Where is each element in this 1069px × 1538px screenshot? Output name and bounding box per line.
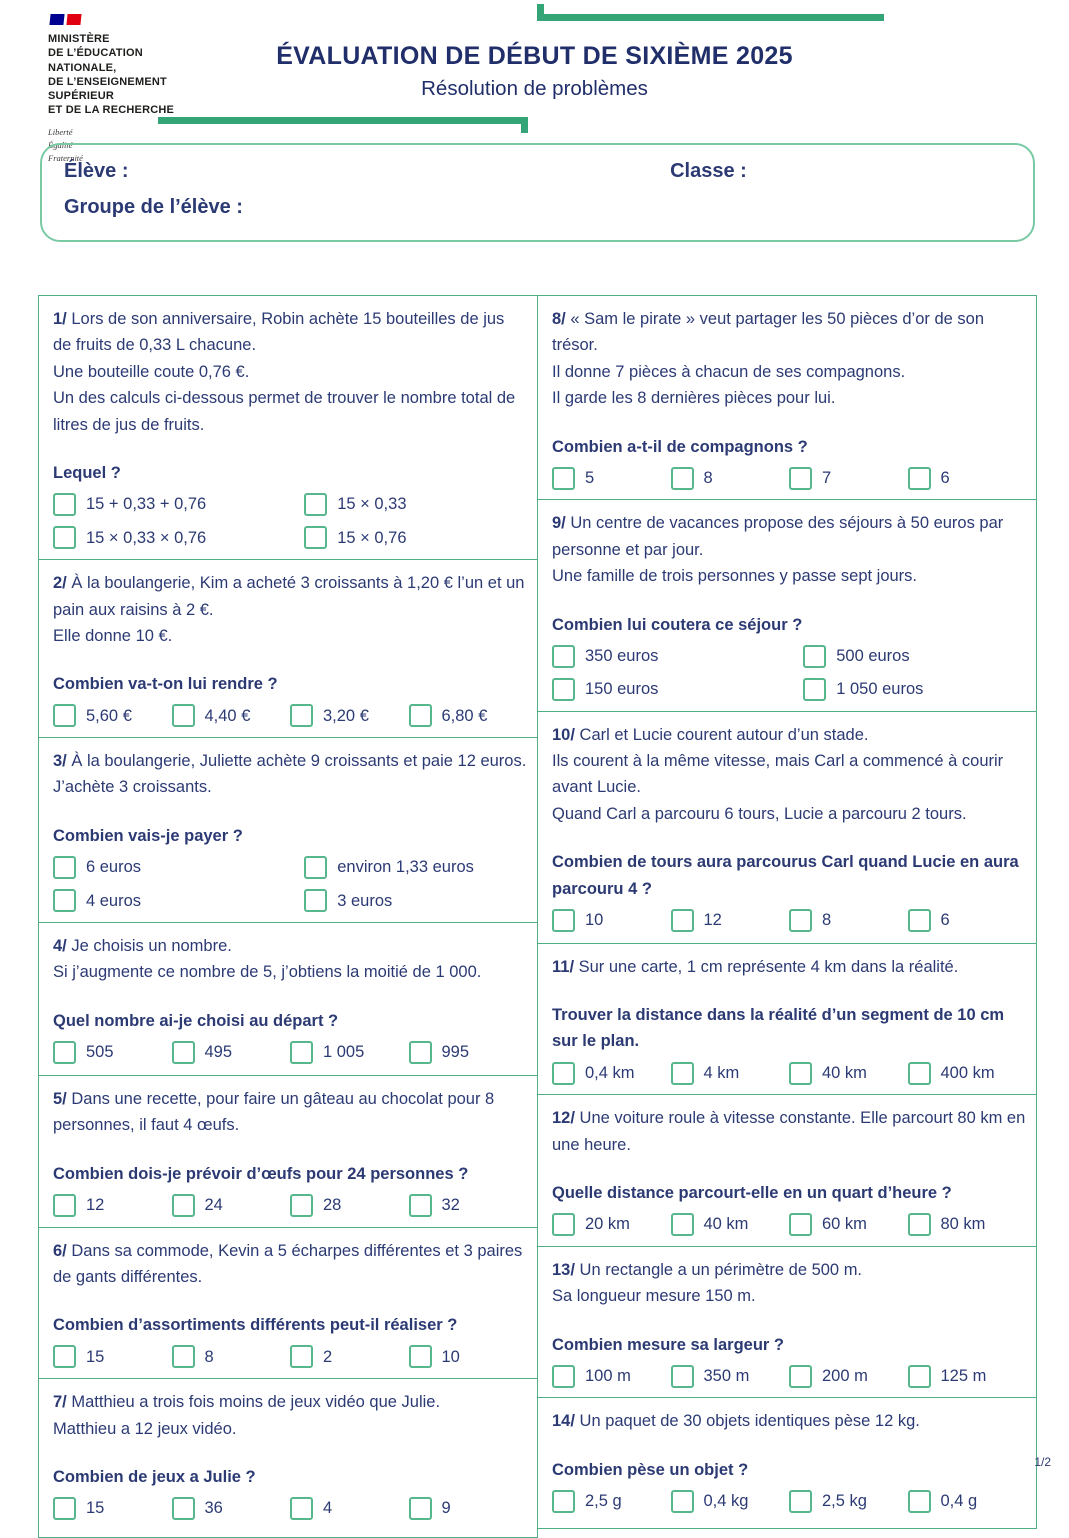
answer-option[interactable] — [671, 1211, 790, 1237]
eleve-label: Élève : — [64, 160, 129, 182]
checkbox[interactable] — [290, 704, 313, 727]
question-number: 12/ — [552, 1109, 575, 1128]
checkbox[interactable] — [803, 645, 826, 668]
checkbox[interactable] — [172, 1497, 195, 1520]
question-text: Elle donne 10 €. — [53, 626, 173, 645]
answer-option[interactable] — [409, 1495, 528, 1521]
option-label: 60 km — [822, 1215, 867, 1234]
question-number: 9/ — [552, 514, 566, 533]
option-label: 8 — [822, 911, 832, 930]
checkbox[interactable] — [172, 1194, 195, 1217]
question-body — [53, 306, 527, 438]
question-text: Une famille de trois personnes y passe sept jours. — [552, 567, 918, 586]
checkbox[interactable] — [789, 909, 812, 932]
answer-option[interactable] — [552, 643, 803, 669]
answer-option[interactable] — [908, 1060, 1027, 1086]
question-prompt: Combien dois-je prévoir d’œufs pour 24 personnes ? — [53, 1164, 469, 1183]
answer-option[interactable] — [803, 676, 1026, 702]
checkbox[interactable] — [789, 1490, 812, 1513]
checkbox[interactable] — [552, 1365, 575, 1388]
option-label: 2,5 g — [585, 1492, 622, 1511]
answer-option[interactable] — [552, 1363, 671, 1389]
checkbox[interactable] — [671, 1213, 694, 1236]
option-label: 4 — [323, 1499, 333, 1518]
answer-option[interactable] — [409, 703, 528, 729]
checkbox[interactable] — [908, 909, 931, 932]
checkbox[interactable] — [908, 467, 931, 490]
question-body — [53, 1086, 527, 1139]
option-label: 1 050 euros — [836, 680, 924, 699]
answer-option[interactable] — [908, 465, 1027, 491]
question-number: 1/ — [53, 310, 67, 328]
question-number: 3/ — [53, 752, 67, 771]
option-label: 2,5 kg — [822, 1492, 867, 1511]
question-prompt: Combien a-t-il de compagnons ? — [552, 437, 808, 456]
answer-options — [53, 854, 527, 914]
answer-options — [552, 643, 1026, 703]
checkbox[interactable] — [908, 1490, 931, 1513]
question-6 — [38, 1227, 538, 1380]
question-prompt: Combien lui coutera ce séjour ? — [552, 615, 803, 634]
checkbox[interactable] — [789, 467, 812, 490]
question-text: 12/ Une voiture roule à vitesse constante. Elle parcourt 80 km en une heure. — [552, 1109, 1026, 1154]
option-label: 200 m — [822, 1366, 868, 1385]
answer-option[interactable] — [304, 888, 527, 914]
answer-option[interactable] — [290, 1495, 409, 1521]
answer-option[interactable] — [789, 1363, 908, 1389]
question-number: 4/ — [53, 937, 67, 956]
option-label: 4 km — [703, 1063, 740, 1082]
question-number: 2/ — [53, 574, 67, 593]
answer-options — [53, 1344, 527, 1370]
question-text: Un des calculs ci-dessous permet de trouver le nombre total de litres de jus de fruits. — [53, 389, 516, 434]
option-label: 5,60 € — [86, 706, 132, 725]
question-text: 11/ Sur une carte, 1 cm représente 4 km dans la réalité. — [552, 957, 959, 976]
right-column — [537, 295, 1037, 1529]
option-label: 15 — [86, 1347, 105, 1366]
answer-option[interactable] — [53, 854, 304, 880]
answer-options — [53, 1039, 527, 1065]
question-text: 2/ À la boulangerie, Kim a acheté 3 croissants à 1,20 € l’un et un pain aux raisins à 2 €. — [53, 574, 525, 619]
option-label: 4,40 € — [204, 706, 251, 725]
option-label: 15 × 0,76 — [337, 528, 407, 547]
answer-option[interactable] — [53, 491, 304, 517]
option-label: 32 — [441, 1196, 460, 1215]
answer-options — [552, 465, 1026, 491]
question-number: 8/ — [552, 310, 566, 328]
question-prompt: Lequel ? — [53, 463, 121, 482]
question-body — [53, 933, 527, 986]
ministry-line: ET DE LA RECHERCHE — [48, 104, 175, 117]
question-body — [552, 954, 1026, 980]
answer-option[interactable] — [409, 1192, 528, 1218]
option-label: 40 km — [822, 1063, 867, 1082]
question-text: 8/ « Sam le pirate » veut partager les 50 pièces d’or de son trésor. — [552, 310, 985, 355]
answer-option[interactable] — [908, 1211, 1027, 1237]
question-text: 9/ Un centre de vacances propose des séjours à 50 euros par personne et par jour. — [552, 514, 1004, 559]
option-label: 8 — [204, 1347, 214, 1366]
option-label: environ 1,33 euros — [337, 858, 474, 877]
question-text: 4/ Je choisis un nombre. — [53, 937, 232, 956]
question-prompt: Combien pèse un objet ? — [552, 1460, 749, 1479]
question-text: Ils courent à la même vitesse, mais Carl a commencé à courir avant Lucie. — [552, 752, 1004, 797]
answer-option[interactable] — [552, 676, 803, 702]
question-3 — [38, 737, 538, 923]
option-label: 100 m — [585, 1366, 631, 1385]
answer-option[interactable] — [552, 1060, 671, 1086]
answer-option[interactable] — [789, 465, 908, 491]
question-text: Une bouteille coute 0,76 €. — [53, 362, 250, 381]
answer-option[interactable] — [172, 1495, 291, 1521]
option-label: 3,20 € — [323, 706, 369, 725]
answer-option[interactable] — [803, 643, 1026, 669]
answer-option[interactable] — [409, 1039, 528, 1065]
option-label: 125 m — [940, 1366, 987, 1385]
option-label: 1 005 — [323, 1043, 365, 1062]
question-prompt: Combien mesure sa largeur ? — [552, 1335, 784, 1354]
answer-option[interactable] — [53, 1495, 172, 1521]
question-prompt: Quel nombre ai-je choisi au départ ? — [53, 1011, 339, 1030]
answer-option[interactable] — [552, 907, 671, 933]
checkbox[interactable] — [53, 526, 76, 549]
question-body — [53, 1238, 527, 1291]
checkbox[interactable] — [789, 1365, 812, 1388]
option-label: 12 — [86, 1196, 105, 1215]
option-label: 495 — [204, 1043, 233, 1062]
french-flag-icon — [50, 14, 208, 25]
ministry-line: SUPÉRIEUR — [48, 90, 114, 103]
answer-option[interactable] — [53, 525, 304, 551]
checkbox[interactable] — [552, 467, 575, 490]
checkbox[interactable] — [304, 493, 327, 516]
page-title: ÉVALUATION DE DÉBUT DE SIXIÈME 2025 — [276, 42, 793, 70]
ministry-line: NATIONALE, — [48, 61, 117, 74]
answer-options — [53, 1495, 527, 1521]
ministry-line: DE L’ENSEIGNEMENT — [48, 75, 167, 88]
header — [0, 42, 1069, 101]
checkbox[interactable] — [172, 1345, 195, 1368]
answer-option[interactable] — [53, 1344, 172, 1370]
option-label: 8 — [703, 468, 713, 487]
question-prompt: Combien de jeux a Julie ? — [53, 1467, 256, 1486]
answer-options — [552, 907, 1026, 933]
answer-option[interactable] — [53, 1039, 172, 1065]
option-label: 6,80 € — [441, 706, 488, 725]
checkbox[interactable] — [290, 1497, 313, 1520]
option-label: 350 euros — [585, 646, 659, 665]
option-label: 505 — [86, 1043, 114, 1062]
answer-option[interactable] — [290, 1192, 409, 1218]
option-label: 6 — [940, 911, 950, 930]
option-label: 0,4 km — [585, 1063, 635, 1082]
checkbox[interactable] — [409, 1041, 432, 1064]
question-body — [552, 1105, 1026, 1158]
answer-options — [53, 703, 527, 729]
question-body — [552, 722, 1026, 828]
checkbox[interactable] — [552, 678, 575, 701]
ministry-line: MINISTÈRE — [48, 33, 110, 45]
question-number: 11/ — [552, 957, 575, 976]
ministry-line: DE L’ÉDUCATION — [48, 47, 143, 60]
option-label: 36 — [204, 1499, 223, 1518]
top-right-bracket-bar — [537, 14, 884, 21]
answer-options — [552, 1211, 1026, 1237]
question-body — [552, 510, 1026, 589]
checkbox[interactable] — [304, 526, 327, 549]
answer-option[interactable] — [552, 1211, 671, 1237]
checkbox[interactable] — [409, 1497, 432, 1520]
answer-option[interactable] — [172, 1344, 291, 1370]
question-body — [552, 306, 1026, 412]
answer-option[interactable] — [671, 1363, 790, 1389]
checkbox[interactable] — [172, 1041, 195, 1064]
answer-option[interactable] — [789, 1488, 908, 1514]
checkbox[interactable] — [172, 704, 195, 727]
answer-option[interactable] — [290, 1039, 409, 1065]
option-label: 15 × 0,33 × 0,76 — [86, 528, 207, 547]
question-body — [53, 748, 527, 801]
answer-option[interactable] — [53, 888, 304, 914]
answer-option[interactable] — [789, 1060, 908, 1086]
question-number: 14/ — [552, 1412, 575, 1431]
option-label: 995 — [441, 1043, 470, 1062]
question-8 — [537, 295, 1037, 500]
questions-grid — [38, 295, 1038, 1538]
checkbox[interactable] — [671, 1365, 694, 1388]
checkbox[interactable] — [552, 1490, 575, 1513]
question-text: Quand Carl a parcouru 6 tours, Lucie a parcouru 2 tours. — [552, 804, 967, 823]
option-label: 15 + 0,33 + 0,76 — [86, 495, 207, 514]
question-number: 10/ — [552, 725, 575, 744]
option-label: 10 — [585, 911, 604, 930]
option-label: 4 euros — [86, 891, 142, 910]
answer-option[interactable] — [789, 1211, 908, 1237]
checkbox[interactable] — [552, 1062, 575, 1085]
student-info-box — [40, 143, 1035, 242]
option-label: 150 euros — [585, 680, 659, 699]
answer-option[interactable] — [290, 1344, 409, 1370]
option-label: 0,4 kg — [703, 1492, 749, 1511]
question-body — [552, 1257, 1026, 1310]
checkbox[interactable] — [409, 1345, 432, 1368]
question-text: 14/ Un paquet de 30 objets identiques pèse 12 kg. — [552, 1412, 920, 1431]
option-label: 20 km — [585, 1215, 630, 1234]
answer-options — [53, 491, 527, 551]
option-label: 15 — [86, 1499, 105, 1518]
answer-option[interactable] — [304, 854, 527, 880]
answer-option[interactable] — [552, 465, 671, 491]
option-label: 0,4 g — [940, 1492, 978, 1511]
question-text: J’achète 3 croissants. — [53, 778, 212, 797]
question-prompt: Combien va-t-on lui rendre ? — [53, 675, 278, 694]
answer-option[interactable] — [304, 525, 527, 551]
answer-option[interactable] — [409, 1344, 528, 1370]
question-5 — [38, 1075, 538, 1228]
question-text: 10/ Carl et Lucie courent autour d’un stade. — [552, 725, 869, 744]
answer-option[interactable] — [908, 907, 1027, 933]
checkbox[interactable] — [789, 1213, 812, 1236]
checkbox[interactable] — [671, 909, 694, 932]
checkbox[interactable] — [53, 1194, 76, 1217]
checkbox[interactable] — [409, 1194, 432, 1217]
question-14 — [537, 1397, 1037, 1529]
option-label: 12 — [703, 911, 722, 930]
checkbox[interactable] — [908, 1365, 931, 1388]
question-number: 6/ — [53, 1241, 67, 1260]
option-label: 3 euros — [337, 891, 393, 910]
question-11 — [537, 943, 1037, 1096]
option-label: 350 m — [703, 1366, 750, 1385]
checkbox[interactable] — [53, 493, 76, 516]
option-label: 7 — [822, 468, 832, 487]
checkbox[interactable] — [53, 856, 76, 879]
checkbox[interactable] — [290, 1041, 313, 1064]
checkbox[interactable] — [552, 909, 575, 932]
republic-motto: Liberté Égalité Fraternité — [48, 126, 83, 164]
classe-label: Classe : — [670, 160, 747, 182]
checkbox[interactable] — [53, 1345, 76, 1368]
answer-option[interactable] — [789, 907, 908, 933]
answer-option[interactable] — [671, 1060, 790, 1086]
question-text: 6/ Dans sa commode, Kevin a 5 écharpes différentes et 3 paires de gants différentes. — [53, 1241, 523, 1286]
answer-option[interactable] — [53, 1192, 172, 1218]
option-label: 28 — [323, 1196, 342, 1215]
answer-option[interactable] — [552, 1488, 671, 1514]
checkbox[interactable] — [53, 704, 76, 727]
question-prompt: Combien d’assortiments différents peut-il réaliser ? — [53, 1316, 458, 1335]
question-13 — [537, 1246, 1037, 1399]
option-label: 6 euros — [86, 858, 142, 877]
header-bottom-bracket-bar — [158, 117, 528, 124]
question-prompt: Trouver la distance dans la réalité d’un segment de 10 cm sur le plan. — [552, 1006, 1005, 1051]
checkbox[interactable] — [53, 889, 76, 912]
answer-options — [552, 1488, 1026, 1514]
option-label: 15 × 0,33 — [337, 495, 407, 514]
checkbox[interactable] — [53, 1041, 76, 1064]
question-text: 1/ Lors de son anniversaire, Robin achète 15 bouteilles de jus de fruits de 0,33 L chacune. — [53, 310, 505, 355]
answer-option[interactable] — [908, 1363, 1027, 1389]
answer-option[interactable] — [172, 703, 291, 729]
question-number: 7/ — [53, 1393, 67, 1412]
question-text: 3/ À la boulangerie, Juliette achète 9 croissants et paie 12 euros. — [53, 752, 527, 771]
question-prompt: Combien de tours aura parcourus Carl quand Lucie en aura parcouru 4 ? — [552, 853, 1019, 898]
checkbox[interactable] — [552, 1213, 575, 1236]
page-subtitle: Résolution de problèmes — [421, 77, 648, 100]
checkbox[interactable] — [908, 1213, 931, 1236]
question-4 — [38, 922, 538, 1076]
question-text: 7/ Matthieu a trois fois moins de jeux vidéo que Julie. — [53, 1393, 441, 1412]
answer-option[interactable] — [304, 491, 527, 517]
checkbox[interactable] — [803, 678, 826, 701]
answer-option[interactable] — [671, 1488, 790, 1514]
question-number: 5/ — [53, 1090, 67, 1109]
answer-options — [552, 1363, 1026, 1389]
question-body — [552, 1408, 1026, 1434]
option-label: 6 — [940, 468, 950, 487]
option-label: 2 — [323, 1347, 333, 1366]
question-10 — [537, 711, 1037, 944]
checkbox[interactable] — [53, 1497, 76, 1520]
question-text: Sa longueur mesure 150 m. — [552, 1287, 756, 1306]
answer-options — [53, 1192, 527, 1218]
answer-option[interactable] — [172, 1039, 291, 1065]
question-text: 13/ Un rectangle a un périmètre de 500 m. — [552, 1260, 863, 1279]
question-text: 5/ Dans une recette, pour faire un gâteau au chocolat pour 8 personnes, il faut 4 œufs. — [53, 1090, 495, 1135]
question-prompt: Combien vais-je payer ? — [53, 826, 243, 845]
question-text: Matthieu a 12 jeux vidéo. — [53, 1419, 237, 1438]
checkbox[interactable] — [409, 704, 432, 727]
page-number: 1/2 — [1034, 1455, 1051, 1469]
checkbox[interactable] — [789, 1062, 812, 1085]
answer-option[interactable] — [671, 465, 790, 491]
checkbox[interactable] — [304, 889, 327, 912]
answer-options — [552, 1060, 1026, 1086]
option-label: 5 — [585, 468, 595, 487]
answer-option[interactable] — [53, 703, 172, 729]
answer-option[interactable] — [172, 1192, 291, 1218]
question-body — [53, 1389, 527, 1442]
option-label: 40 km — [703, 1215, 749, 1234]
answer-option[interactable] — [290, 703, 409, 729]
header-bottom-bracket-stub — [521, 117, 528, 133]
question-9 — [537, 499, 1037, 711]
checkbox[interactable] — [671, 1062, 694, 1085]
question-text: Si j’augmente ce nombre de 5, j’obtiens la moitié de 1 000. — [53, 963, 482, 982]
question-7 — [38, 1378, 538, 1538]
checkbox[interactable] — [290, 1194, 313, 1217]
question-body — [53, 570, 527, 649]
option-label: 80 km — [940, 1215, 986, 1234]
question-text: Il garde les 8 dernières pièces pour lui. — [552, 389, 836, 408]
option-label: 400 km — [940, 1063, 995, 1082]
answer-option[interactable] — [908, 1488, 1027, 1514]
checkbox[interactable] — [908, 1062, 931, 1085]
left-column — [38, 295, 538, 1538]
option-label: 10 — [441, 1347, 460, 1366]
checkbox[interactable] — [552, 645, 575, 668]
question-number: 13/ — [552, 1260, 575, 1279]
question-prompt: Quelle distance parcourt-elle en un quart d’heure ? — [552, 1184, 952, 1203]
question-text: Il donne 7 pièces à chacun de ses compagnons. — [552, 362, 906, 381]
checkbox[interactable] — [304, 856, 327, 879]
groupe-label: Groupe de l’élève : — [64, 196, 243, 218]
option-label: 24 — [204, 1196, 223, 1215]
answer-option[interactable] — [671, 907, 790, 933]
question-12 — [537, 1094, 1037, 1247]
option-label: 500 euros — [836, 646, 910, 665]
checkbox[interactable] — [671, 467, 694, 490]
checkbox[interactable] — [671, 1490, 694, 1513]
checkbox[interactable] — [290, 1345, 313, 1368]
question-1 — [38, 295, 538, 560]
question-2 — [38, 559, 538, 738]
option-label: 9 — [441, 1499, 451, 1518]
